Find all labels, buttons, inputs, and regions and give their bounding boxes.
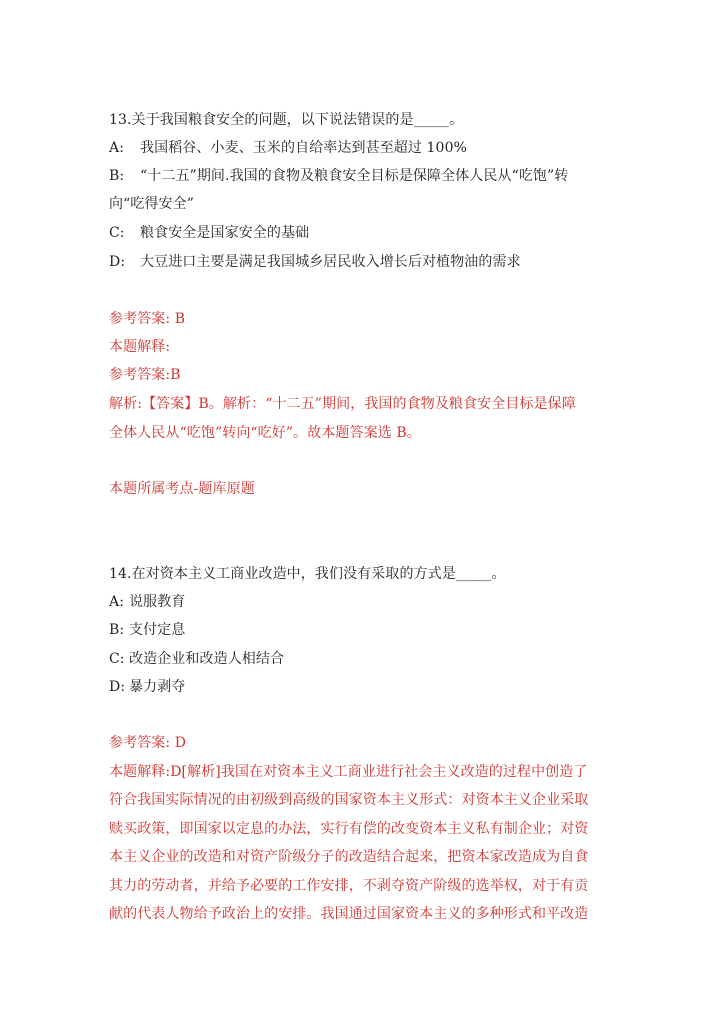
q13-option-a-text: 我国稻谷、小麦、玉米的自给率达到甚至超过 100% bbox=[140, 140, 467, 156]
q13-option-d-label: D: bbox=[109, 254, 126, 270]
q13-option-b-continued: 向“吃得安全” bbox=[109, 196, 195, 212]
q13-option-c bbox=[109, 223, 309, 243]
q14-explain-line-6: 献的代表人物给予政治上的安排。我国通过国家资本主义的多种形式和平改造 bbox=[109, 906, 589, 922]
q14-option-d bbox=[109, 677, 185, 697]
q14-option-a-label: A: bbox=[109, 594, 125, 610]
q14-option-c-text: 改造企业和改造人相结合 bbox=[129, 651, 285, 667]
q13-option-c-text: 粮食安全是国家安全的基础 bbox=[140, 225, 310, 241]
q14-option-d-text: 暴力剥夺 bbox=[129, 679, 186, 695]
q14-explain-line-1: 本题解释:D[解析]我国在对资本主义工商业进行社会主义改造的过程中创造了 bbox=[109, 764, 588, 780]
q14-option-c bbox=[109, 649, 284, 669]
q14-option-c-label: C: bbox=[109, 651, 125, 667]
q14-option-a bbox=[109, 592, 185, 612]
question-13-text: 13.关于我国粮食安全的问题，以下说法错误的是_____。 bbox=[109, 112, 464, 128]
q13-answer-repeat: 参考答案:B bbox=[109, 367, 181, 383]
q14-option-a-text: 说服教育 bbox=[129, 594, 186, 610]
q13-option-b-label: B: bbox=[109, 168, 125, 184]
q13-answer: 参考答案: B bbox=[109, 311, 186, 327]
q14-option-d-label: D: bbox=[109, 679, 126, 695]
q14-explain-line-3: 赎买政策，即国家以定息的办法，实行有偿的改变资本主义私有制企业；对资 bbox=[109, 821, 589, 837]
q13-option-b-text: “十二五”期间.我国的食物及粮食安全目标是保障全体人民从“吃饱”转 bbox=[140, 168, 569, 184]
q14-explain-line-5: 其力的劳动者，并给予必要的工作安排，不剥夺资产阶级的选举权，对于有贡 bbox=[109, 878, 589, 894]
q13-option-a bbox=[109, 138, 467, 158]
q14-option-b-label: B: bbox=[109, 622, 125, 638]
q13-option-a-label: A: bbox=[109, 140, 125, 156]
q14-explain-line-4: 本主义企业的改造和对资产阶级分子的改造结合起来，把资本家改造成为自食 bbox=[109, 849, 589, 865]
q13-source: 本题所属考点-题库原题 bbox=[109, 481, 255, 497]
q13-explain-title: 本题解释: bbox=[109, 339, 171, 355]
q13-option-b bbox=[109, 166, 568, 186]
q14-option-b bbox=[109, 620, 185, 640]
q13-option-d-text: 大豆进口主要是满足我国城乡居民收入增长后对植物油的需求 bbox=[140, 254, 521, 270]
q13-analysis-line-2: 全体人民从“吃饱”转向“吃好”。故本题答案选 B。 bbox=[109, 425, 421, 441]
q13-option-d bbox=[109, 252, 521, 272]
q13-analysis-line-1: 解析:【答案】B。解析：“十二五”期间，我国的食物及粮食安全目标是保障 bbox=[109, 396, 576, 412]
q13-option-c-label: C: bbox=[109, 225, 125, 241]
q14-answer: 参考答案: D bbox=[109, 735, 187, 751]
question-14-text: 14.在对资本主义工商业改造中，我们没有采取的方式是_____。 bbox=[109, 566, 506, 582]
q14-option-b-text: 支付定息 bbox=[129, 622, 186, 638]
q14-explain-line-2: 符合我国实际情况的由初级到高级的国家资本主义形式：对资本主义企业采取 bbox=[109, 792, 589, 808]
